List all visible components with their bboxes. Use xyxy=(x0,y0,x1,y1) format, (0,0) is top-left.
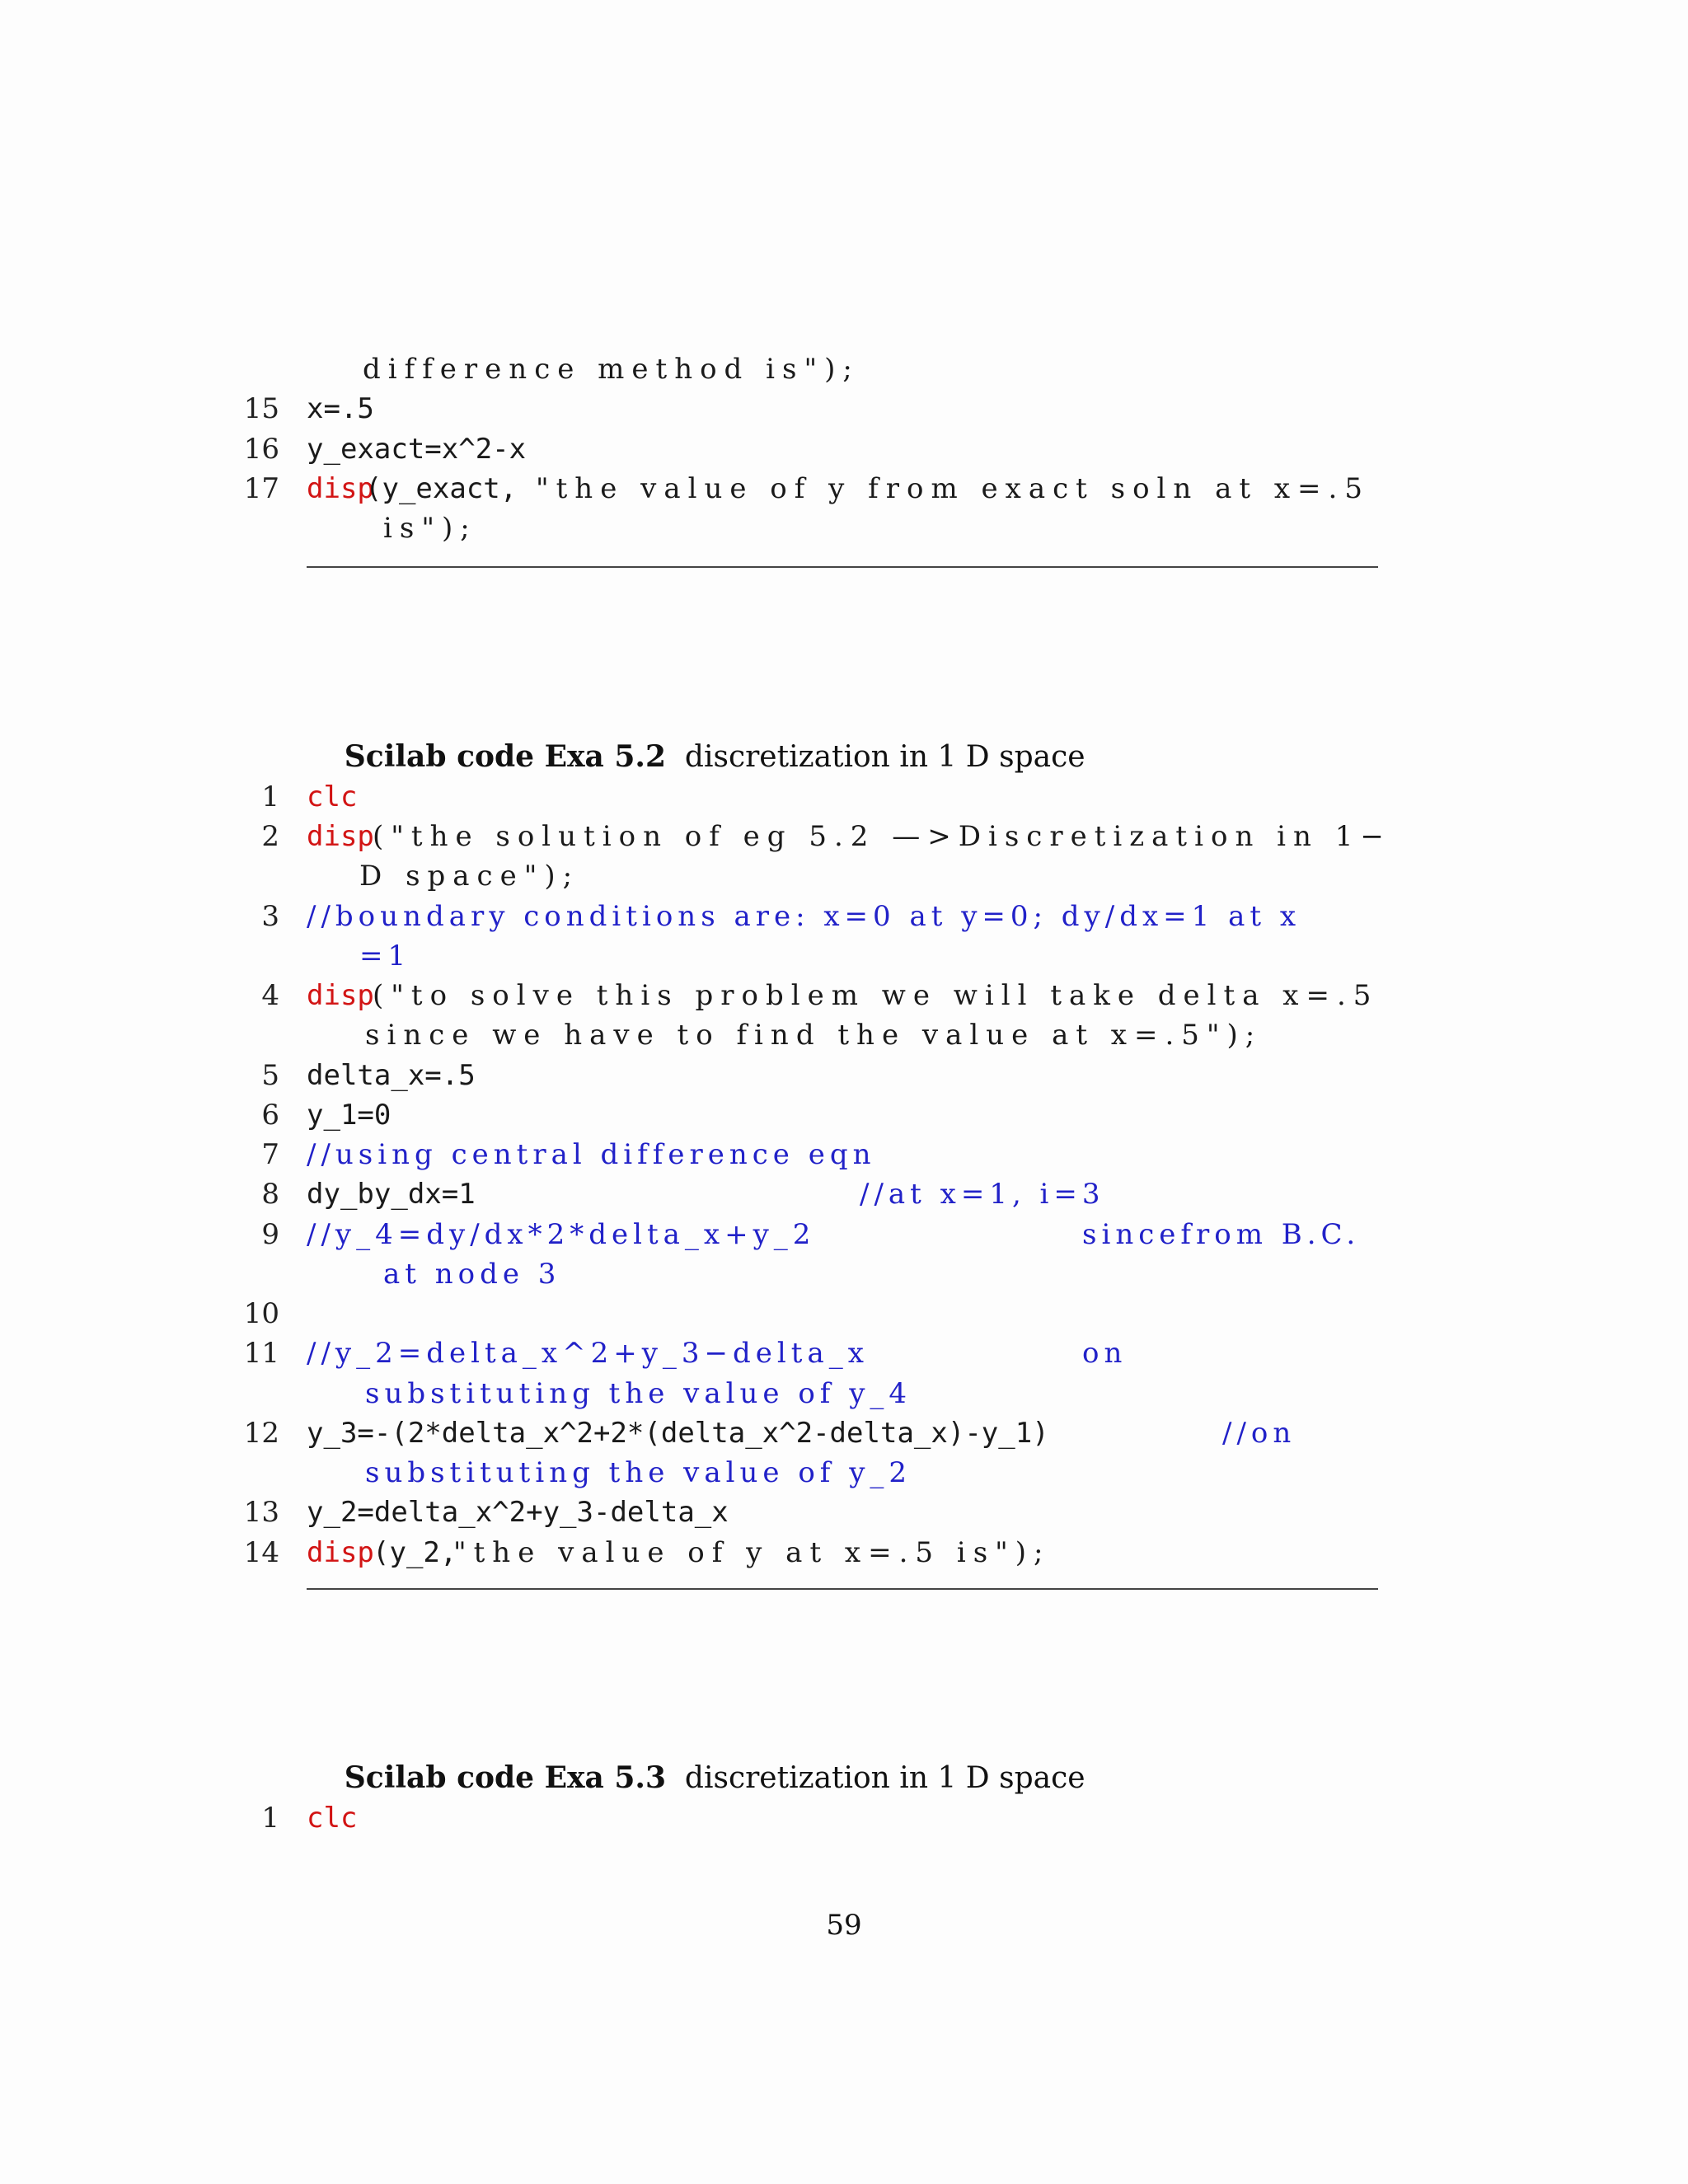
line-number: 13 xyxy=(243,1496,279,1529)
code-comment: //y_2=delta_x^2+y_3−delta_x xyxy=(307,1337,869,1370)
code-text: (y_2, xyxy=(373,1536,457,1569)
code-comment: //boundary conditions are: x=0 at y=0; dy/dx=1 at x xyxy=(307,900,1301,933)
code-text: dy_by_dx=1 xyxy=(307,1178,476,1211)
code-text: y_3=-(2*delta_x^2+2*(delta_x^2-delta_x)-y_1) xyxy=(307,1417,1049,1450)
code-comment: //at x=1, i=3 xyxy=(860,1178,1105,1211)
line-number: 16 xyxy=(243,433,279,466)
code-comment: substituting the value of y_2 xyxy=(365,1456,912,1489)
code-text: y_2=delta_x^2+y_3-delta_x xyxy=(307,1496,729,1529)
code-line xyxy=(0,349,1688,389)
code-continuation: D space"); xyxy=(359,860,580,893)
code-line xyxy=(0,1374,1688,1413)
code-string: ("to solve this problem we will take delta x=.5 xyxy=(373,979,1379,1012)
code-comment: //on xyxy=(1222,1417,1296,1450)
code-keyword: disp xyxy=(307,1536,374,1569)
line-number: 8 xyxy=(261,1178,279,1211)
code-text: delta_x=.5 xyxy=(307,1059,476,1092)
code-line xyxy=(0,1493,1688,1532)
line-number: 3 xyxy=(261,900,279,933)
code-string: "the value of y from exact soln at x=.5 xyxy=(536,472,1370,505)
line-number: 11 xyxy=(243,1337,279,1370)
code-string: "the value of y at x=.5 is"); xyxy=(453,1536,1051,1569)
code-line xyxy=(0,1294,1688,1333)
code-comment: //using central difference eqn xyxy=(307,1138,876,1171)
code-line xyxy=(0,1533,1688,1572)
code-line xyxy=(0,469,1688,509)
code-line xyxy=(0,897,1688,936)
code-line xyxy=(0,389,1688,429)
code-comment: at node 3 xyxy=(383,1258,561,1291)
code-comment: sincefrom B.C. xyxy=(1082,1218,1361,1251)
code-keyword: clc xyxy=(307,1802,358,1835)
line-number: 12 xyxy=(243,1417,279,1450)
code-comment: on xyxy=(1082,1337,1128,1370)
example-title: discretization in 1 D space xyxy=(684,1761,1085,1795)
code-continuation: is"); xyxy=(383,512,477,545)
code-comment: substituting the value of y_4 xyxy=(365,1377,912,1410)
line-number: 10 xyxy=(243,1297,279,1330)
code-line xyxy=(0,1413,1688,1453)
line-number: 1 xyxy=(261,1802,279,1835)
code-line xyxy=(0,1056,1688,1095)
code-keyword: disp xyxy=(307,820,374,853)
code-comment: //y_4=dy/dx*2*delta_x+y_2 xyxy=(307,1218,816,1251)
code-line xyxy=(0,936,1688,976)
line-number: 6 xyxy=(261,1099,279,1132)
code-line xyxy=(0,1015,1688,1055)
code-line xyxy=(0,817,1688,856)
code-line xyxy=(0,509,1688,548)
listing-end-rule xyxy=(307,1588,1378,1590)
code-keyword: disp xyxy=(307,472,374,505)
code-line xyxy=(0,777,1688,817)
code-line xyxy=(0,1254,1688,1294)
line-number: 4 xyxy=(261,979,279,1012)
code-keyword: clc xyxy=(307,780,358,813)
line-number: 9 xyxy=(261,1218,279,1251)
line-number: 7 xyxy=(261,1138,279,1171)
code-line xyxy=(0,856,1688,896)
page-number: 59 xyxy=(826,1909,862,1942)
code-text: x=.5 xyxy=(307,392,374,425)
code-line xyxy=(0,429,1688,469)
example-label: Scilab code Exa 5.3 xyxy=(344,1760,667,1795)
code-text: y_1=0 xyxy=(307,1099,392,1132)
code-keyword: disp xyxy=(307,979,374,1012)
code-line xyxy=(0,1174,1688,1214)
code-line xyxy=(0,976,1688,1015)
code-line xyxy=(0,1215,1688,1254)
code-line xyxy=(0,1798,1688,1838)
code-line xyxy=(0,1453,1688,1493)
example-label: Scilab code Exa 5.2 xyxy=(344,739,667,774)
line-number: 2 xyxy=(261,820,279,853)
code-text: (y_exact, xyxy=(365,472,518,505)
listing-end-rule xyxy=(307,566,1378,568)
code-continuation: since we have to find the value at x=.5"); xyxy=(365,1019,1263,1052)
code-string: ("the solution of eg 5.2 —>Discretization in 1− xyxy=(373,820,1391,853)
code-line xyxy=(0,1333,1688,1373)
line-number: 5 xyxy=(261,1059,279,1092)
code-comment: =1 xyxy=(359,940,411,972)
line-number: 1 xyxy=(261,780,279,813)
line-number: 15 xyxy=(243,392,279,425)
code-line xyxy=(0,1095,1688,1135)
line-number: 14 xyxy=(243,1536,279,1569)
code-text: y_exact=x^2-x xyxy=(307,433,527,466)
line-number: 17 xyxy=(243,472,279,505)
code-continuation: difference method is"); xyxy=(363,353,860,386)
example-title: discretization in 1 D space xyxy=(684,740,1085,774)
code-line xyxy=(0,1135,1688,1174)
